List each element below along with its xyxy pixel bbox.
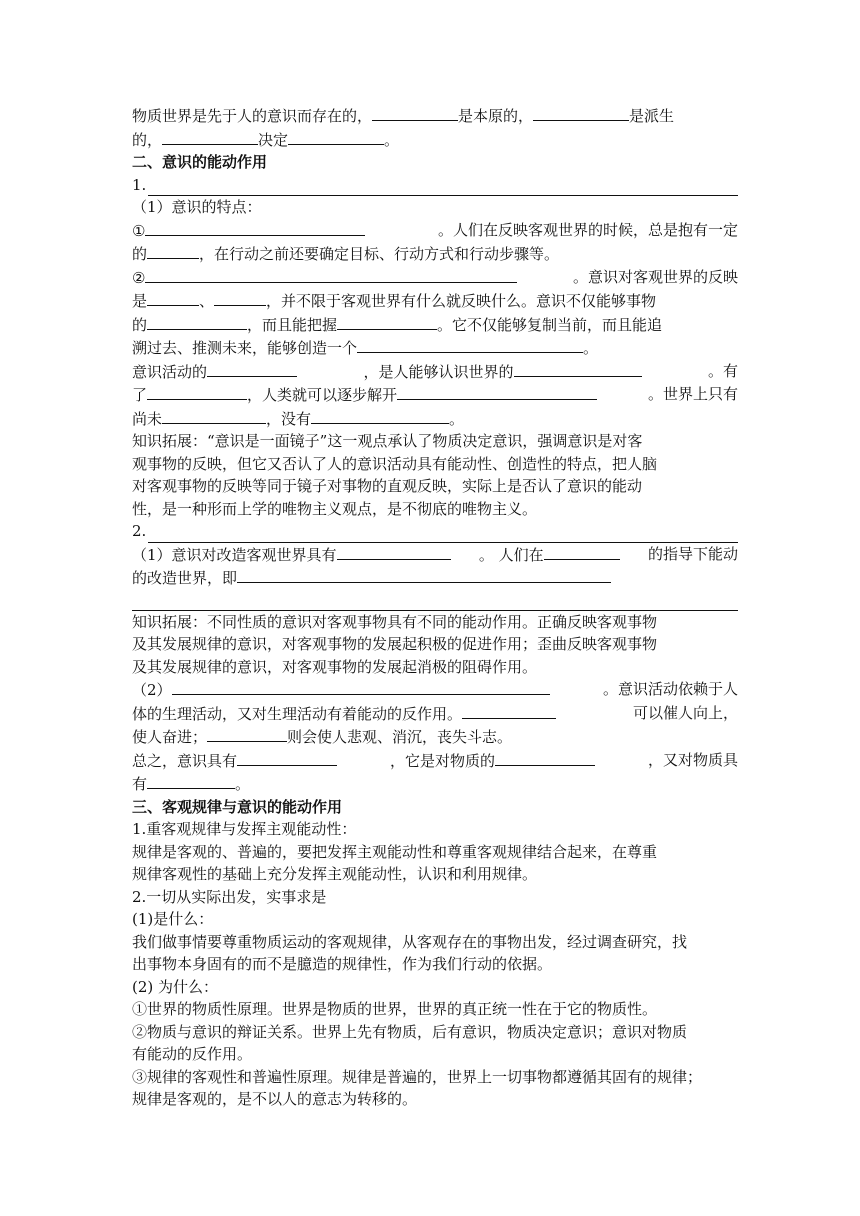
fill-blank[interactable] (162, 407, 266, 424)
fill-blank[interactable] (397, 383, 597, 400)
text-segment: 溯过去、推测未来，能够创造一个 (132, 339, 358, 357)
text-line (132, 104, 738, 128)
text-segment: 则会使人悲观、消沉，丧失斗志。 (287, 728, 513, 746)
text-segment: ，并不限于客观世界有什么就反映什么。意识不仅能够事物 (266, 292, 657, 310)
fill-line[interactable] (148, 526, 738, 543)
paragraph-line: 观事物的反映，但它又否认了人的意识活动具有能动性、创造性的特点，把人脑 (132, 454, 658, 473)
item-number: 2. (132, 522, 147, 540)
section-heading: 三、客观规律与意识的能动作用 (132, 797, 343, 816)
subheading: （1）意识的特点： (132, 198, 262, 216)
text-segment: 决定 (258, 130, 289, 149)
text-line (132, 725, 738, 749)
fill-line[interactable] (148, 179, 738, 196)
paragraph-line: 2.一切从实际出发，实事求是 (132, 887, 327, 906)
text-segment: ，在行动之前还要确定目标、行动方式和行动步骤等。 (199, 245, 560, 263)
text-segment: 。 (583, 339, 599, 357)
text-segment: 是本原的， (458, 107, 534, 125)
fill-blank[interactable] (172, 678, 550, 695)
text-line (132, 678, 738, 702)
text-line (132, 749, 738, 773)
text-segment: 。 (384, 130, 400, 149)
paragraph-line: ②物质与意识的辩证关系。世界上先有物质，后有意识，物质决定意识；意识对物质 (132, 1022, 688, 1041)
text-segment: 体的生理活动，又对生理活动有着能动的反作用。 (132, 704, 463, 723)
paragraph-line: 我们做事情要尊重物质运动的客观规律，从客观存在的事物出发，经过调查研究，找 (132, 932, 688, 951)
circled-number: ① (132, 221, 146, 240)
text-segment: 。它不仅能够复制当前，而且能追 (437, 315, 663, 334)
paragraph-line: 出事物本身固有的而不是臆造的规律性，作为我们行动的依据。 (132, 955, 553, 973)
fill-blank[interactable] (147, 289, 199, 306)
text-line (132, 289, 738, 313)
text-segment: 。 人们在 (478, 545, 544, 564)
text-segment: 。人们在反映客观世界的时候，总是抱有一定 (437, 220, 738, 239)
fill-blank[interactable] (207, 725, 287, 742)
text-line (132, 543, 738, 567)
fill-blank[interactable] (147, 313, 247, 330)
text-segment: 。意识活动依赖于人 (602, 680, 738, 698)
paragraph-line: 性，是一种形而上学的唯物主义观点，是不彻底的唯物主义。 (132, 499, 538, 518)
text-segment: 使人奋进； (132, 728, 208, 746)
text-segment: 。 (449, 409, 465, 428)
fill-blank[interactable] (145, 266, 517, 283)
text-segment: 有 (132, 775, 148, 793)
paragraph-line: 规律是客观的，是不以人的意志为转移的。 (132, 1090, 418, 1108)
fill-blank[interactable] (337, 543, 451, 560)
fill-blank[interactable] (337, 313, 437, 330)
fill-blank[interactable] (495, 749, 595, 766)
text-segment: ，没有 (266, 409, 312, 428)
text-segment: ，人类就可以逐步解开 (247, 386, 398, 404)
text-segment: 。有 (707, 361, 738, 380)
fill-blank[interactable] (514, 360, 642, 377)
paragraph-line: ①世界的物质性原理。世界是物质的世界，世界的真正统一性在于它的物质性。 (132, 1000, 658, 1018)
fill-blank[interactable] (145, 219, 365, 236)
paragraph-line: 及其发展规律的意识，对客观事物的发展起积极的促进作用；歪曲反映客观事物 (132, 635, 658, 653)
fill-blank[interactable] (207, 360, 297, 377)
fill-blank[interactable] (357, 336, 583, 353)
text-segment: 的 (132, 245, 148, 263)
fill-blank[interactable] (462, 702, 556, 719)
fill-blank[interactable] (533, 104, 629, 121)
text-line (132, 407, 738, 431)
text-segment: 了 (132, 386, 148, 404)
circled-number: ② (132, 268, 146, 287)
text-segment: （2） (132, 681, 172, 699)
paragraph-line: (1)是什么： (132, 910, 214, 928)
fill-blank[interactable] (544, 543, 620, 560)
text-line (132, 336, 738, 360)
fill-blank[interactable] (147, 772, 235, 789)
item-number: 1. (132, 175, 147, 194)
text-segment: 。意识对客观世界的反映 (572, 267, 738, 286)
text-segment: 。 (235, 775, 251, 793)
paragraph-line: 及其发展规律的意识，对客观事物的发展起消极的阻碍作用。 (132, 657, 538, 676)
fill-blank[interactable] (214, 289, 266, 306)
paragraph-line: 1.重客观规律与发挥主观能动性： (132, 820, 357, 838)
fill-blank[interactable] (311, 407, 449, 424)
fill-blank[interactable] (237, 566, 611, 583)
paragraph-line: 知识拓展：不同性质的意识对客观事物具有不同的能动作用。正确反映客观事物 (132, 612, 658, 631)
fill-line[interactable] (132, 590, 738, 611)
paragraph-line: (2) 为什么： (132, 977, 219, 996)
paragraph-line: 对客观事物的反映等同于镜子对事物的直观反映，实际上是否认了意识的能动 (132, 477, 643, 495)
fill-blank[interactable] (147, 242, 199, 259)
text-segment: 意识活动的 (132, 362, 208, 381)
text-segment: 的 (132, 315, 148, 334)
text-line (132, 772, 738, 796)
text-segment: ，是人能够认识世界的 (363, 362, 514, 381)
text-segment: 是 (132, 292, 148, 310)
text-segment: 、 (199, 292, 215, 310)
text-line (132, 566, 738, 590)
text-line (132, 313, 738, 337)
text-line (132, 360, 738, 384)
paragraph-line: 知识拓展：“意识是一面镜子”这一观点承认了物质决定意识，强调意识是对客 (132, 432, 643, 450)
paragraph-line: 规律是客观的、普遍的，要把发挥主观能动性和尊重客观规律结合起来，在尊重 (132, 842, 658, 861)
numbered-line (132, 520, 738, 543)
text-segment: ，它是对物质的 (389, 751, 495, 770)
text-segment: 。世界上只有 (647, 385, 738, 403)
text-line (132, 219, 738, 243)
text-segment: 的指导下能动 (647, 544, 738, 563)
text-segment: 的， (132, 130, 163, 149)
text-segment: 总之，意识具有 (132, 751, 238, 770)
paragraph-line: 规律客观性的基础上充分发挥主观能动性，认识和利用规律。 (132, 865, 538, 883)
paragraph-line: ③规律的客观性和普遍性原理。规律是普遍的，世界上一切事物都遵循其固有的规律； (132, 1067, 703, 1086)
fill-blank[interactable] (237, 749, 337, 766)
text-segment: 的改造世界，即 (132, 569, 238, 587)
text-segment: 尚未 (132, 409, 163, 428)
fill-blank[interactable] (372, 104, 458, 121)
text-segment: 可以催人向上， (632, 703, 738, 722)
fill-blank[interactable] (162, 128, 258, 145)
text-line (132, 266, 738, 290)
text-segment: 是派生 (629, 107, 675, 125)
text-segment: 物质世界是先于人的意识而存在的， (132, 107, 373, 125)
text-segment: ，又对物质具 (647, 750, 738, 769)
text-line (132, 128, 738, 152)
paragraph-line: 有能动的反作用。 (132, 1045, 253, 1063)
text-line (132, 702, 738, 726)
section-heading: 二、意识的能动作用 (132, 153, 268, 171)
fill-blank[interactable] (288, 128, 384, 145)
document-page (132, 104, 738, 1111)
text-segment: ，而且能把握 (247, 315, 338, 334)
fill-blank[interactable] (147, 383, 247, 400)
numbered-line (132, 174, 738, 197)
text-line (132, 383, 738, 407)
text-line (132, 242, 738, 266)
text-segment: （1）意识对改造客观世界具有 (132, 545, 337, 564)
